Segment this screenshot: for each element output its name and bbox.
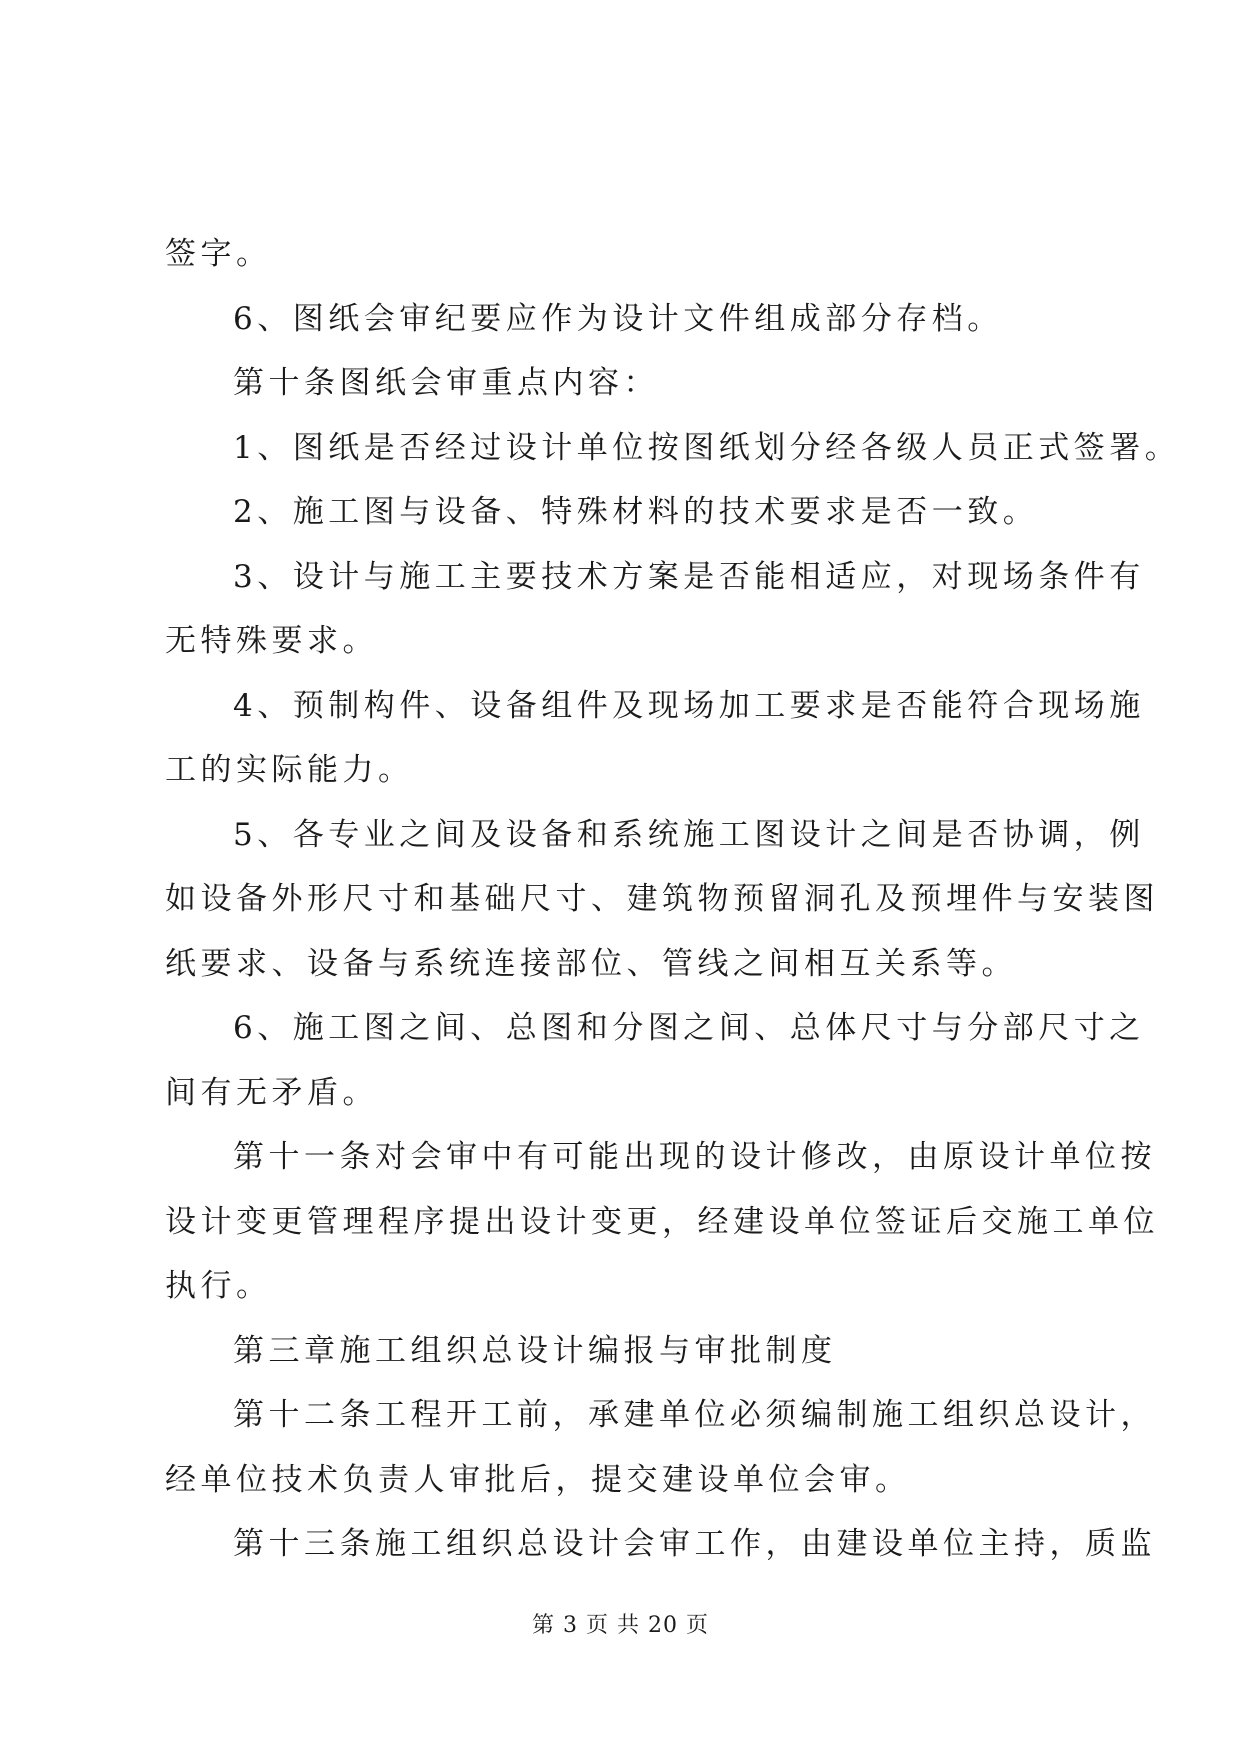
text-line: 第三章施工组织总设计编报与审批制度 — [233, 1332, 837, 1369]
text-line: 经单位技术负责人审批后，提交建设单位会审。 — [165, 1461, 911, 1498]
text-line: 4、预制构件、设备组件及现场加工要求是否能符合现场施 — [233, 687, 1145, 724]
text-line: 第十三条施工组织总设计会审工作，由建设单位主持，质监 — [233, 1526, 1156, 1562]
text-line: 设计变更管理程序提出设计变更，经建设单位签证后交施工单位 — [165, 1203, 1159, 1240]
text-line: 间有无矛盾。 — [165, 1074, 378, 1111]
text-line: 第十二条工程开工前，承建单位必须编制施工组织总设计， — [233, 1397, 1156, 1433]
page-footer: 第 3 页 共 20 页 — [532, 1613, 709, 1638]
text-line: 5、各专业之间及设备和系统施工图设计之间是否协调，例 — [233, 816, 1145, 853]
text-line: 2、施工图与设备、特殊材料的技术要求是否一致。 — [233, 494, 1039, 530]
text-line: 如设备外形尺寸和基础尺寸、建筑物预留洞孔及预埋件与安装图 — [165, 881, 1159, 917]
text-line: 第十一条对会审中有可能出现的设计修改，由原设计单位按 — [233, 1139, 1156, 1175]
text-line: 执行。 — [165, 1268, 272, 1304]
text-line: 第十条图纸会审重点内容： — [233, 365, 659, 401]
text-line: 工的实际能力。 — [165, 752, 414, 788]
text-line: 6、图纸会审纪要应作为设计文件组成部分存档。 — [233, 300, 1003, 337]
text-line: 6、施工图之间、总图和分图之间、总体尺寸与分部尺寸之 — [233, 1010, 1145, 1046]
text-line: 3、设计与施工主要技术方案是否能相适应，对现场条件有 — [233, 558, 1145, 595]
document-body — [165, 222, 1181, 1577]
text-line: 纸要求、设备与系统连接部位、管线之间相互关系等。 — [165, 945, 1017, 982]
text-line: 1、图纸是否经过设计单位按图纸划分经各级人员正式签署。 — [233, 429, 1181, 466]
text-line: 签字。 — [165, 236, 272, 272]
text-line: 无特殊要求。 — [165, 623, 378, 659]
